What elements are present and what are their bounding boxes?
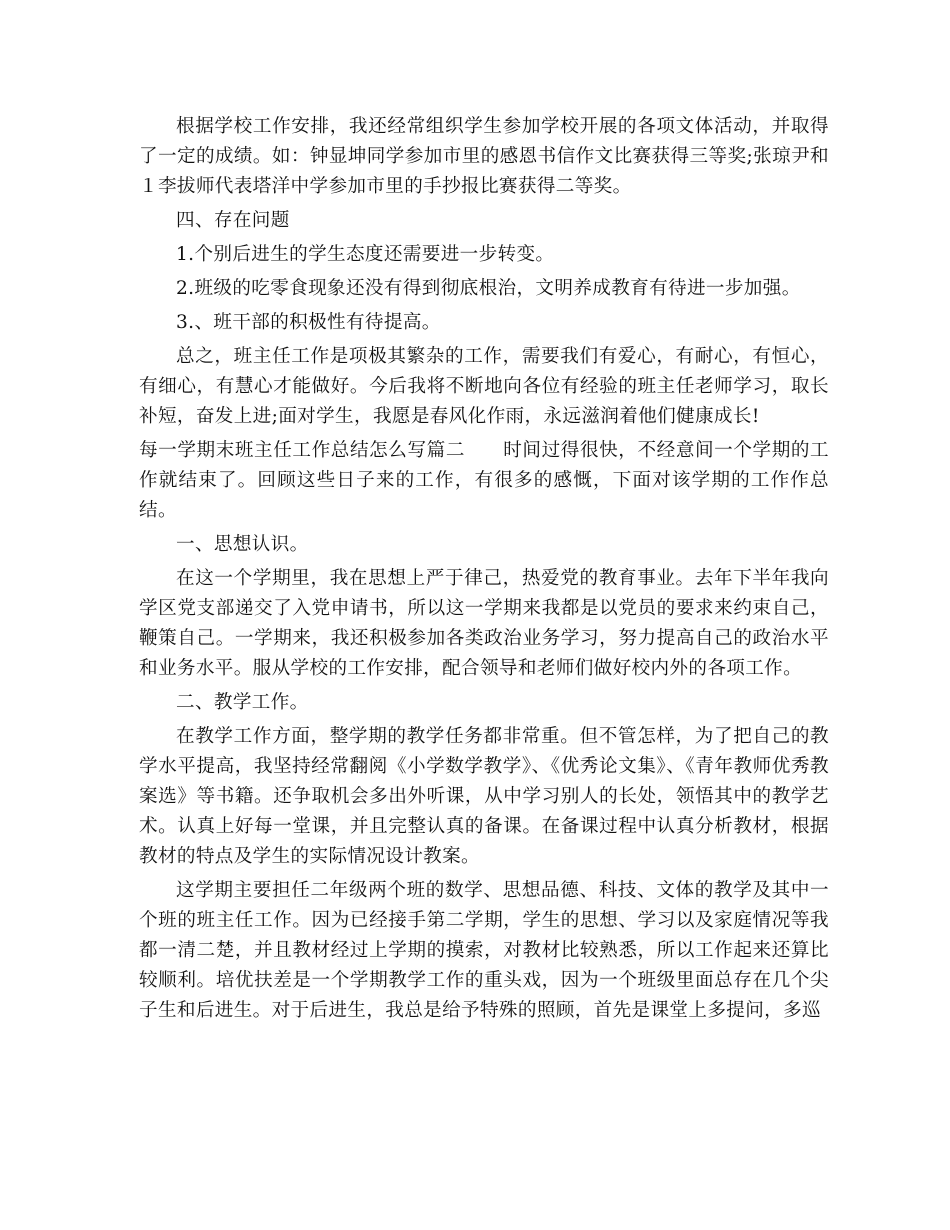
document-page — [139, 112, 829, 1030]
paragraph-teaching: 在教学工作方面，整学期的教学任务都非常重。但不管怎样，为了把自己的教学水平提高，我坚持经常翻阅《小学数学教学》、《优秀论文集》、《青年教师优秀教案选》等书籍。还争取机会多出外听课，从中学习别人的长处，领悟其中的教学艺术。认真上好每一堂课，并且完整认真的备课。在备课过程中认真分析教材，根据教材的特点及学生的实际情况设计教案。 — [139, 726, 829, 867]
paragraph-summary: 总之，班主任工作是项极其繁杂的工作，需要我们有爱心，有耐心，有恒心，有细心，有慧心才能做好。今后我将不断地向各位有经验的班主任老师学习，取长补短，奋发上进;面对学生，我愿是春风化作雨，永远滋润着他们健康成长! — [139, 346, 829, 427]
problem-item-1: 1.个别后进生的学生态度还需要进一步转变。 — [176, 244, 555, 265]
heading-problems: 四、存在问题 — [176, 210, 290, 231]
heading-teaching: 二、教学工作。 — [176, 692, 309, 713]
section-title: 每一学期末班主任工作总结怎么写篇二 — [139, 440, 465, 461]
problem-item-2: 2.班级的吃零食现象还没有得到彻底根治，文明养成教育有待进一步加强。 — [176, 278, 801, 299]
section-two-intro-block — [139, 436, 829, 526]
problem-item-3: 3.、班干部的积极性有待提高。 — [176, 312, 441, 333]
paragraph-activities: 根据学校工作安排，我还经常组织学生参加学校开展的各项文体活动，并取得了一定的成绩。如：钟显坤同学参加市里的感恩书信作文比赛获得三等奖;张琼尹和１李拔师代表塔洋中学参加市里的手抄报比赛获得二等奖。 — [139, 116, 829, 197]
section-intro: 时间过得很快，不经意间一个学期的工作就结束了。回顾这些日子来的工作，有很多的感慨，下面对该学期的工作作总结。 — [139, 440, 829, 521]
paragraph-class-work: 这学期主要担任二年级两个班的数学、思想品德、科技、文体的教学及其中一个班的班主任工作。因为已经接手第二学期，学生的思想、学习以及家庭情况等我都一清二楚，并且教材经过上学期的摸索，对教材比较熟悉，所以工作起来还算比较顺利。培优扶差是一个学期教学工作的重头戏，因为一个班级里面总存在几个尖子生和后进生。对于后进生，我总是给予特殊的照顾，首先是课堂上多提问，多巡 — [139, 880, 829, 1021]
heading-thought: 一、思想认识。 — [176, 534, 309, 555]
paragraph-thought: 在这一个学期里，我在思想上严于律己，热爱党的教育事业。去年下半年我向学区党支部递交了入党申请书，所以这一学期来我都是以党员的要求来约束自己，鞭策自己。一学期来，我还积极参加各类政治业务学习，努力提高自己的政治水平和业务水平。服从学校的工作安排，配合领导和老师们做好校内外的各项工作。 — [139, 568, 829, 679]
